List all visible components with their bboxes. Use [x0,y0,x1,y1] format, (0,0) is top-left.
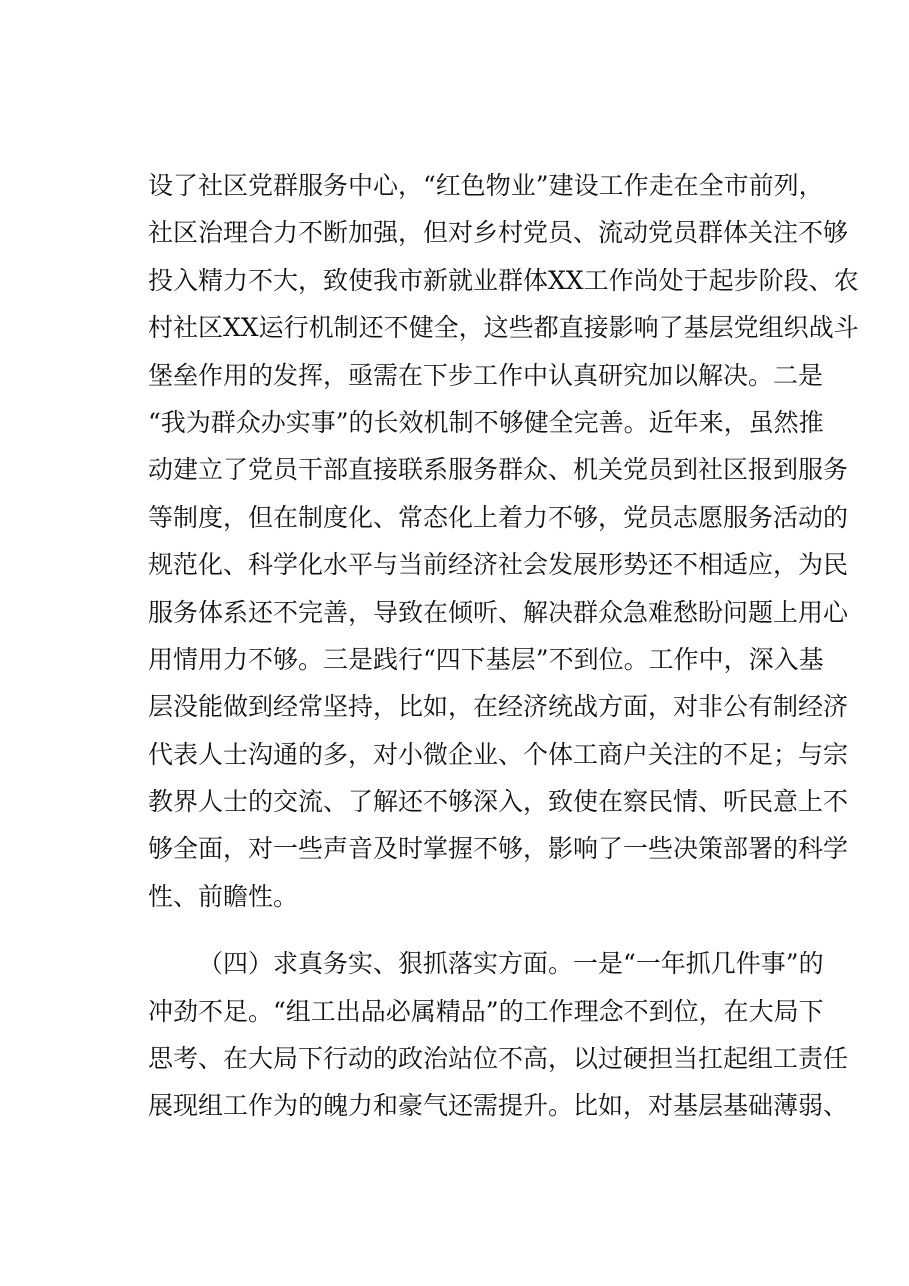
text-line: 设了社区党群服务中心，“红色物业”建设工作走在全市前列， [148,171,824,200]
text-line: 够全面，对一些声音及时掌握不够，影响了一些决策部署的科学 [148,834,849,864]
body-text [148,162,859,1130]
text-line: 用情用力不够。三是践行“四下基层”不到位。工作中，深入基 [148,644,824,674]
text-line: “我为群众办实事”的长效机制不够健全完善。近年来，虽然推 [148,407,824,437]
paragraph-1 [148,162,859,920]
text-line: 社区治理合力不断加强，但对乡村党员、流动党员群体关注不够 [148,218,849,248]
text-line: 冲劲不足。“组工出品必属精品”的工作理念不到位，在大局下 [148,996,824,1026]
text-line: 动建立了党员干部直接联系服务群众、机关党员到社区报到服务 [148,455,849,485]
text-line: 投入精力不大，致使我市新就业群体XX工作尚处于起步阶段、农 [148,265,859,295]
paragraph-gap [148,920,808,940]
text-line: 思考、在大局下行动的政治站位不高，以过硬担当扛起组工责任 [148,1044,849,1074]
text-line: 服务体系还不完善，导致在倾听、解决群众急难愁盼问题上用心 [148,597,849,627]
text-line: 层没能做到经常坚持，比如，在经济统战方面，对非公有制经济 [148,692,849,722]
text-line: 村社区XX运行机制还不健全，这些都直接影响了基层党组织战斗 [148,313,859,343]
text-line: 教界人士的交流、了解还不够深入，致使在察民情、听民意上不 [148,787,849,817]
text-line: 等制度，但在制度化、常态化上着力不够，党员志愿服务活动的 [148,502,849,532]
text-line: 代表人士沟通的多，对小微企业、个体工商户关注的不足；与宗 [148,739,849,769]
text-line: 堡垒作用的发挥，亟需在下步工作中认真研究加以解决。二是 [148,360,824,390]
text-line: 规范化、科学化水平与当前经济社会发展形势还不相适应，为民 [148,550,849,580]
text-line: （四）求真务实、狠抓落实方面。一是“一年抓几件事”的 [198,949,824,979]
paragraph-2 [148,940,849,1130]
text-line: 展现组工作为的魄力和豪气还需提升。比如，对基层基础薄弱、 [148,1091,849,1121]
text-line: 性、前瞻性。 [148,881,299,911]
